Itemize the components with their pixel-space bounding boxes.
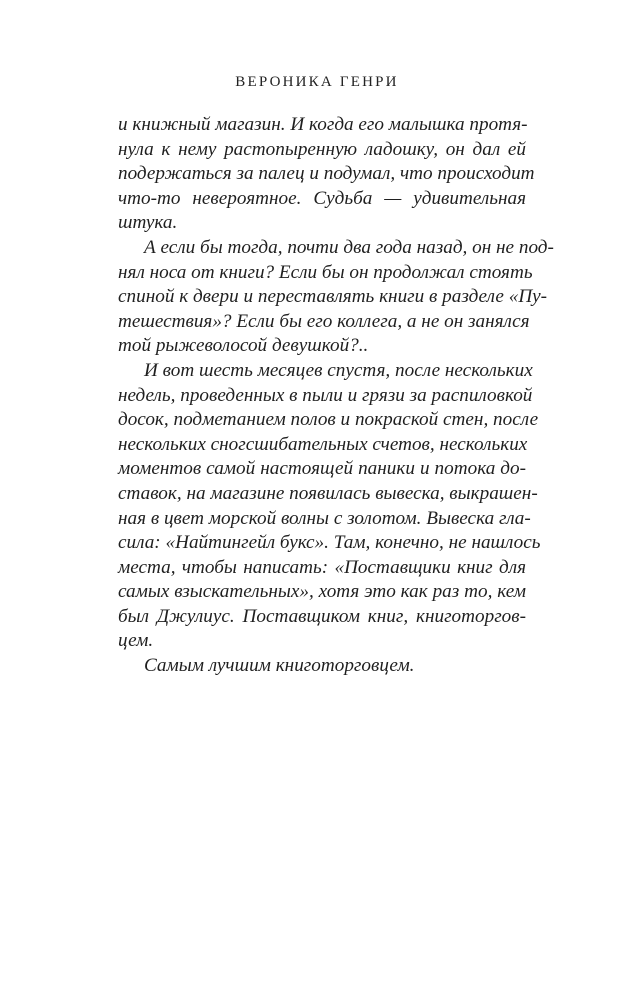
text-line: подержаться за палец и подумал, что происходит — [118, 163, 535, 185]
text-line: недель, проведенных в пыли и грязи за распиловкой — [118, 384, 533, 406]
text-line: ставок, на магазине появилась вывеска, выкрашен- — [118, 482, 538, 504]
text-line: нескольких сногсшибательных счетов, нескольких — [118, 433, 528, 455]
text-line: и книжный магазин. И когда его малышка протя- — [118, 114, 528, 135]
text-line: спиной к двери и переставлять книги в разделе «Пу- — [118, 286, 548, 308]
text-line: нял носа от книги? Если бы он продолжал стоять — [118, 261, 533, 283]
text-line: нула к нему растопыренную ладошку, он дал ей — [118, 138, 526, 160]
text-line: места, чтобы написать: «Поставщики книг для — [118, 556, 526, 578]
text-line: Самым лучшим книготорговцем. — [144, 655, 415, 677]
text-line: досок, подметанием полов и покраской стен, после — [118, 409, 539, 431]
text-line: что-то невероятное. Судьба — удивительная — [118, 187, 526, 209]
text-line: цем. — [118, 630, 154, 652]
text-line: штука. — [118, 212, 178, 234]
text-line: И вот шесть месяцев спустя, после нескольких — [144, 359, 533, 381]
body-text — [118, 113, 554, 679]
text-line: А если бы тогда, почти два года назад, он не под- — [144, 236, 554, 258]
running-header: ВЕРОНИКА ГЕНРИ — [235, 74, 399, 90]
text-line: ная в цвет морской волны с золотом. Вывеска гла- — [118, 507, 531, 529]
text-line: тешествия»? Если бы его коллега, а не он занялся — [118, 310, 530, 332]
text-line: моментов самой настоящей паники и потока до- — [118, 458, 526, 480]
text-line: сила: «Найтингейл букс». Там, конечно, не нашлось — [118, 532, 541, 554]
text-line: был Джулиус. Поставщиком книг, книготоргов- — [118, 605, 526, 627]
text-line: той рыжеволосой девушкой?.. — [118, 335, 369, 357]
text-line: самых взыскательных», хотя это как раз то, кем — [118, 581, 526, 603]
